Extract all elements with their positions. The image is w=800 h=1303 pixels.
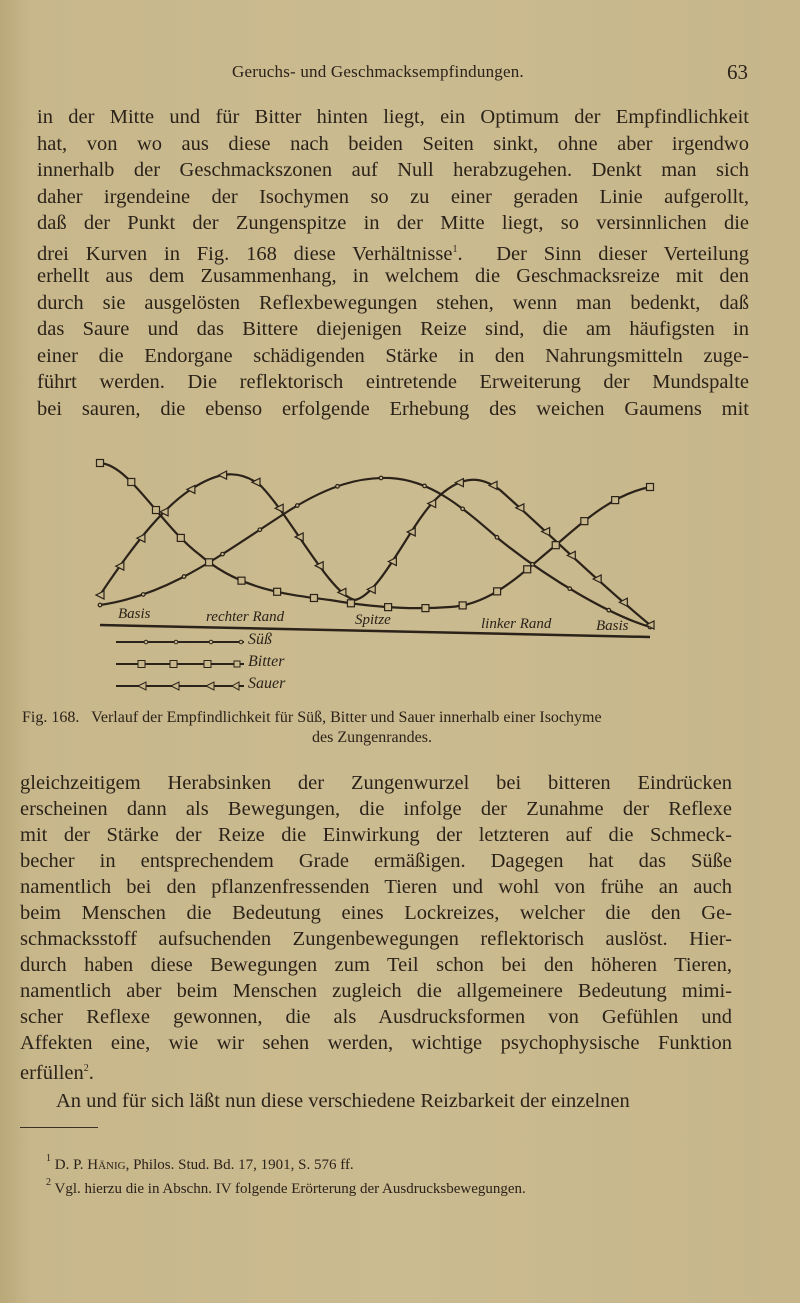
bitter-marker: [274, 588, 281, 595]
paragraph-1: [37, 104, 749, 422]
text-line: schmacksstoff aufsuchenden Zungenbewegungen reflektorisch auslöst. Hier-: [20, 928, 732, 950]
text-line: durch haben diese Bewegungen zum Teil schon bei den höheren Tieren,: [20, 954, 732, 976]
page-number: 63: [727, 60, 748, 84]
paragraph-2: [20, 770, 732, 1114]
text-line: namentlich bei den pflanzenfressenden Tieren und wohl von frühe an auch: [20, 876, 732, 898]
text-line: einer die Endorgane schädigenden Stärke in den Nahrungsmitteln zuge-: [37, 344, 749, 367]
text-segment: Der Sinn dieser Verteilung: [496, 242, 749, 265]
suess-marker: [98, 603, 102, 607]
text-line: hat, von wo aus diese nach beiden Seiten sinkt, ohne aber irgendwo: [37, 132, 749, 155]
axis-label-basis-right: Basis: [596, 618, 629, 634]
text-line: daß der Punkt der Zungenspitze in der Mitte liegt, so versinnlichen die: [37, 212, 749, 234]
bitter-marker: [612, 497, 619, 504]
caption-number: Fig. 168.: [22, 709, 80, 726]
suess-marker: [495, 536, 499, 540]
bitter-marker: [647, 484, 654, 491]
text-line: das Saure und das Bittere diejenigen Reize sind, die am häufigsten in: [37, 318, 749, 340]
text-line: namentlich aber beim Menschen zugleich die allgemeinere Bedeutung mimi-: [20, 980, 732, 1002]
footnotes: [46, 1150, 526, 1198]
suess-marker: [336, 485, 340, 489]
footnote-ref[interactable]: 1: [452, 243, 458, 255]
footnote-2: [46, 1174, 526, 1198]
caption-line: des Zungenrandes.: [312, 729, 432, 746]
suess-marker: [295, 504, 299, 508]
suess-marker: [258, 528, 262, 532]
bitter-marker: [310, 594, 317, 601]
bitter-marker: [494, 588, 501, 595]
sauer-line-icon: [116, 680, 246, 692]
text-line: in der Mitte und für Bitter hinten liegt, ein Optimum der Empfindlichkeit: [37, 106, 749, 128]
bitter-marker: [97, 460, 104, 467]
bitter-marker: [552, 542, 559, 549]
caption-line: [22, 708, 722, 728]
footnote-divider: [20, 1127, 98, 1128]
text-line: gleichzeitigem Herabsinken der Zungenwurzel bei bitteren Eindrücken: [20, 772, 732, 794]
suess-marker: [182, 575, 186, 579]
suess-marker: [379, 476, 383, 480]
figure-caption: [22, 708, 722, 748]
suess-marker: [221, 552, 225, 556]
text-line: mit der Stärke der Reize die Einwirkung der letzteren auf die Schmeck-: [20, 824, 732, 846]
legend-label: Sauer: [248, 675, 286, 692]
running-title: Geruchs- und Geschmacksempfindungen.: [232, 62, 524, 81]
figure-168-curves: [90, 455, 730, 685]
text-line: becher in entsprechendem Grade ermäßigen. Dagegen hat das Süße: [20, 850, 732, 872]
text-segment: erfüllen: [20, 1062, 84, 1084]
text-segment: drei Kurven in Fig. 168 diese Verhältnisse: [37, 242, 453, 265]
text-line: An und für sich läßt nun diese verschiedene Reizbarkeit der einzelnen: [56, 1090, 630, 1112]
footnote-mark: 1: [46, 1153, 51, 1164]
text-line: beim Menschen die Bedeutung eines Lockreizes, welcher die den Ge-: [20, 902, 732, 924]
text-line: führt werden. Die reflektorisch eintretende Erweiterung der Mundspalte: [37, 371, 749, 393]
curve-sauer: [100, 474, 650, 625]
footnote-text: Vgl. hierzu die in Abschn. IV folgende Erörterung der Ausdrucksbewegungen.: [54, 1181, 526, 1197]
sauer-marker: [489, 481, 497, 489]
text-line: erfüllen$^2$.: [20, 1062, 94, 1084]
text-line: scher Reflexe gewonnen, die als Ausdrucksformen von Gefühlen und: [20, 1006, 732, 1028]
axis-label-spitze: Spitze: [355, 612, 391, 628]
footnote-ref[interactable]: 2: [83, 1063, 89, 1074]
bitter-marker: [128, 478, 135, 485]
bitter-marker: [206, 559, 213, 566]
suess-marker: [568, 587, 572, 591]
text-line: drei Kurven in Fig. 168 diese Verhältnisse$^1$. Der Sinn dieser Verteilung: [37, 242, 749, 265]
footnote-mark: 2: [46, 1177, 51, 1188]
text-line: erscheinen dann als Bewegungen, die infolge der Zunahme der Reflexe: [20, 798, 732, 820]
bitter-marker: [385, 604, 392, 611]
text-line: Affekten eine, wie wir sehen werden, wichtige psychophysische Funktion: [20, 1032, 732, 1054]
footnote-author: D. P. Hänig: [54, 1157, 126, 1173]
bitter-marker: [238, 577, 245, 584]
bitter-marker: [581, 518, 588, 525]
footnote-text: , Philos. Stud. Bd. 17, 1901, S. 576 ff.: [125, 1157, 354, 1173]
text-line: bei sauren, die ebenso erfolgende Erhebung des weichen Gaumens mit: [37, 397, 749, 420]
suess-marker: [141, 593, 145, 597]
text-line: erhellt aus dem Zusammenhang, in welchem die Geschmacksreize mit den: [37, 265, 749, 287]
bitter-marker: [152, 507, 159, 514]
legend-label: Bitter: [248, 653, 285, 670]
sauer-marker: [219, 471, 227, 479]
bitter-marker: [347, 600, 354, 607]
text-line: daher irgendeine der Isochymen so zu einer geraden Linie aufgerollt,: [37, 185, 749, 208]
text-line: durch sie ausgelösten Reflexbewegungen stehen, wenn man bedenkt, daß: [37, 291, 749, 314]
text-line: innerhalb der Geschmackszonen auf Null herabzugehen. Denkt man sich: [37, 159, 749, 181]
caption-text: Verlauf der Empfindlichkeit für Süß, Bitter und Sauer innerhalb einer Isochyme: [91, 709, 602, 726]
bitter-marker: [524, 566, 531, 573]
footnote-1: [46, 1150, 526, 1174]
axis-label-linker-rand: linker Rand: [481, 616, 552, 632]
suess-marker: [607, 608, 611, 612]
suess-marker: [423, 484, 427, 488]
axis-label-rechter-rand: rechter Rand: [206, 609, 285, 625]
bitter-marker: [459, 602, 466, 609]
bitter-marker: [422, 605, 429, 612]
bitter-line-icon: [116, 658, 246, 670]
sauer-marker: [455, 479, 463, 487]
suess-line-icon: [116, 636, 246, 648]
legend-label: Süß: [248, 631, 272, 648]
axis-label-basis-left: Basis: [118, 606, 151, 622]
suess-marker: [461, 507, 465, 511]
sauer-marker: [96, 591, 104, 599]
bitter-marker: [177, 534, 184, 541]
